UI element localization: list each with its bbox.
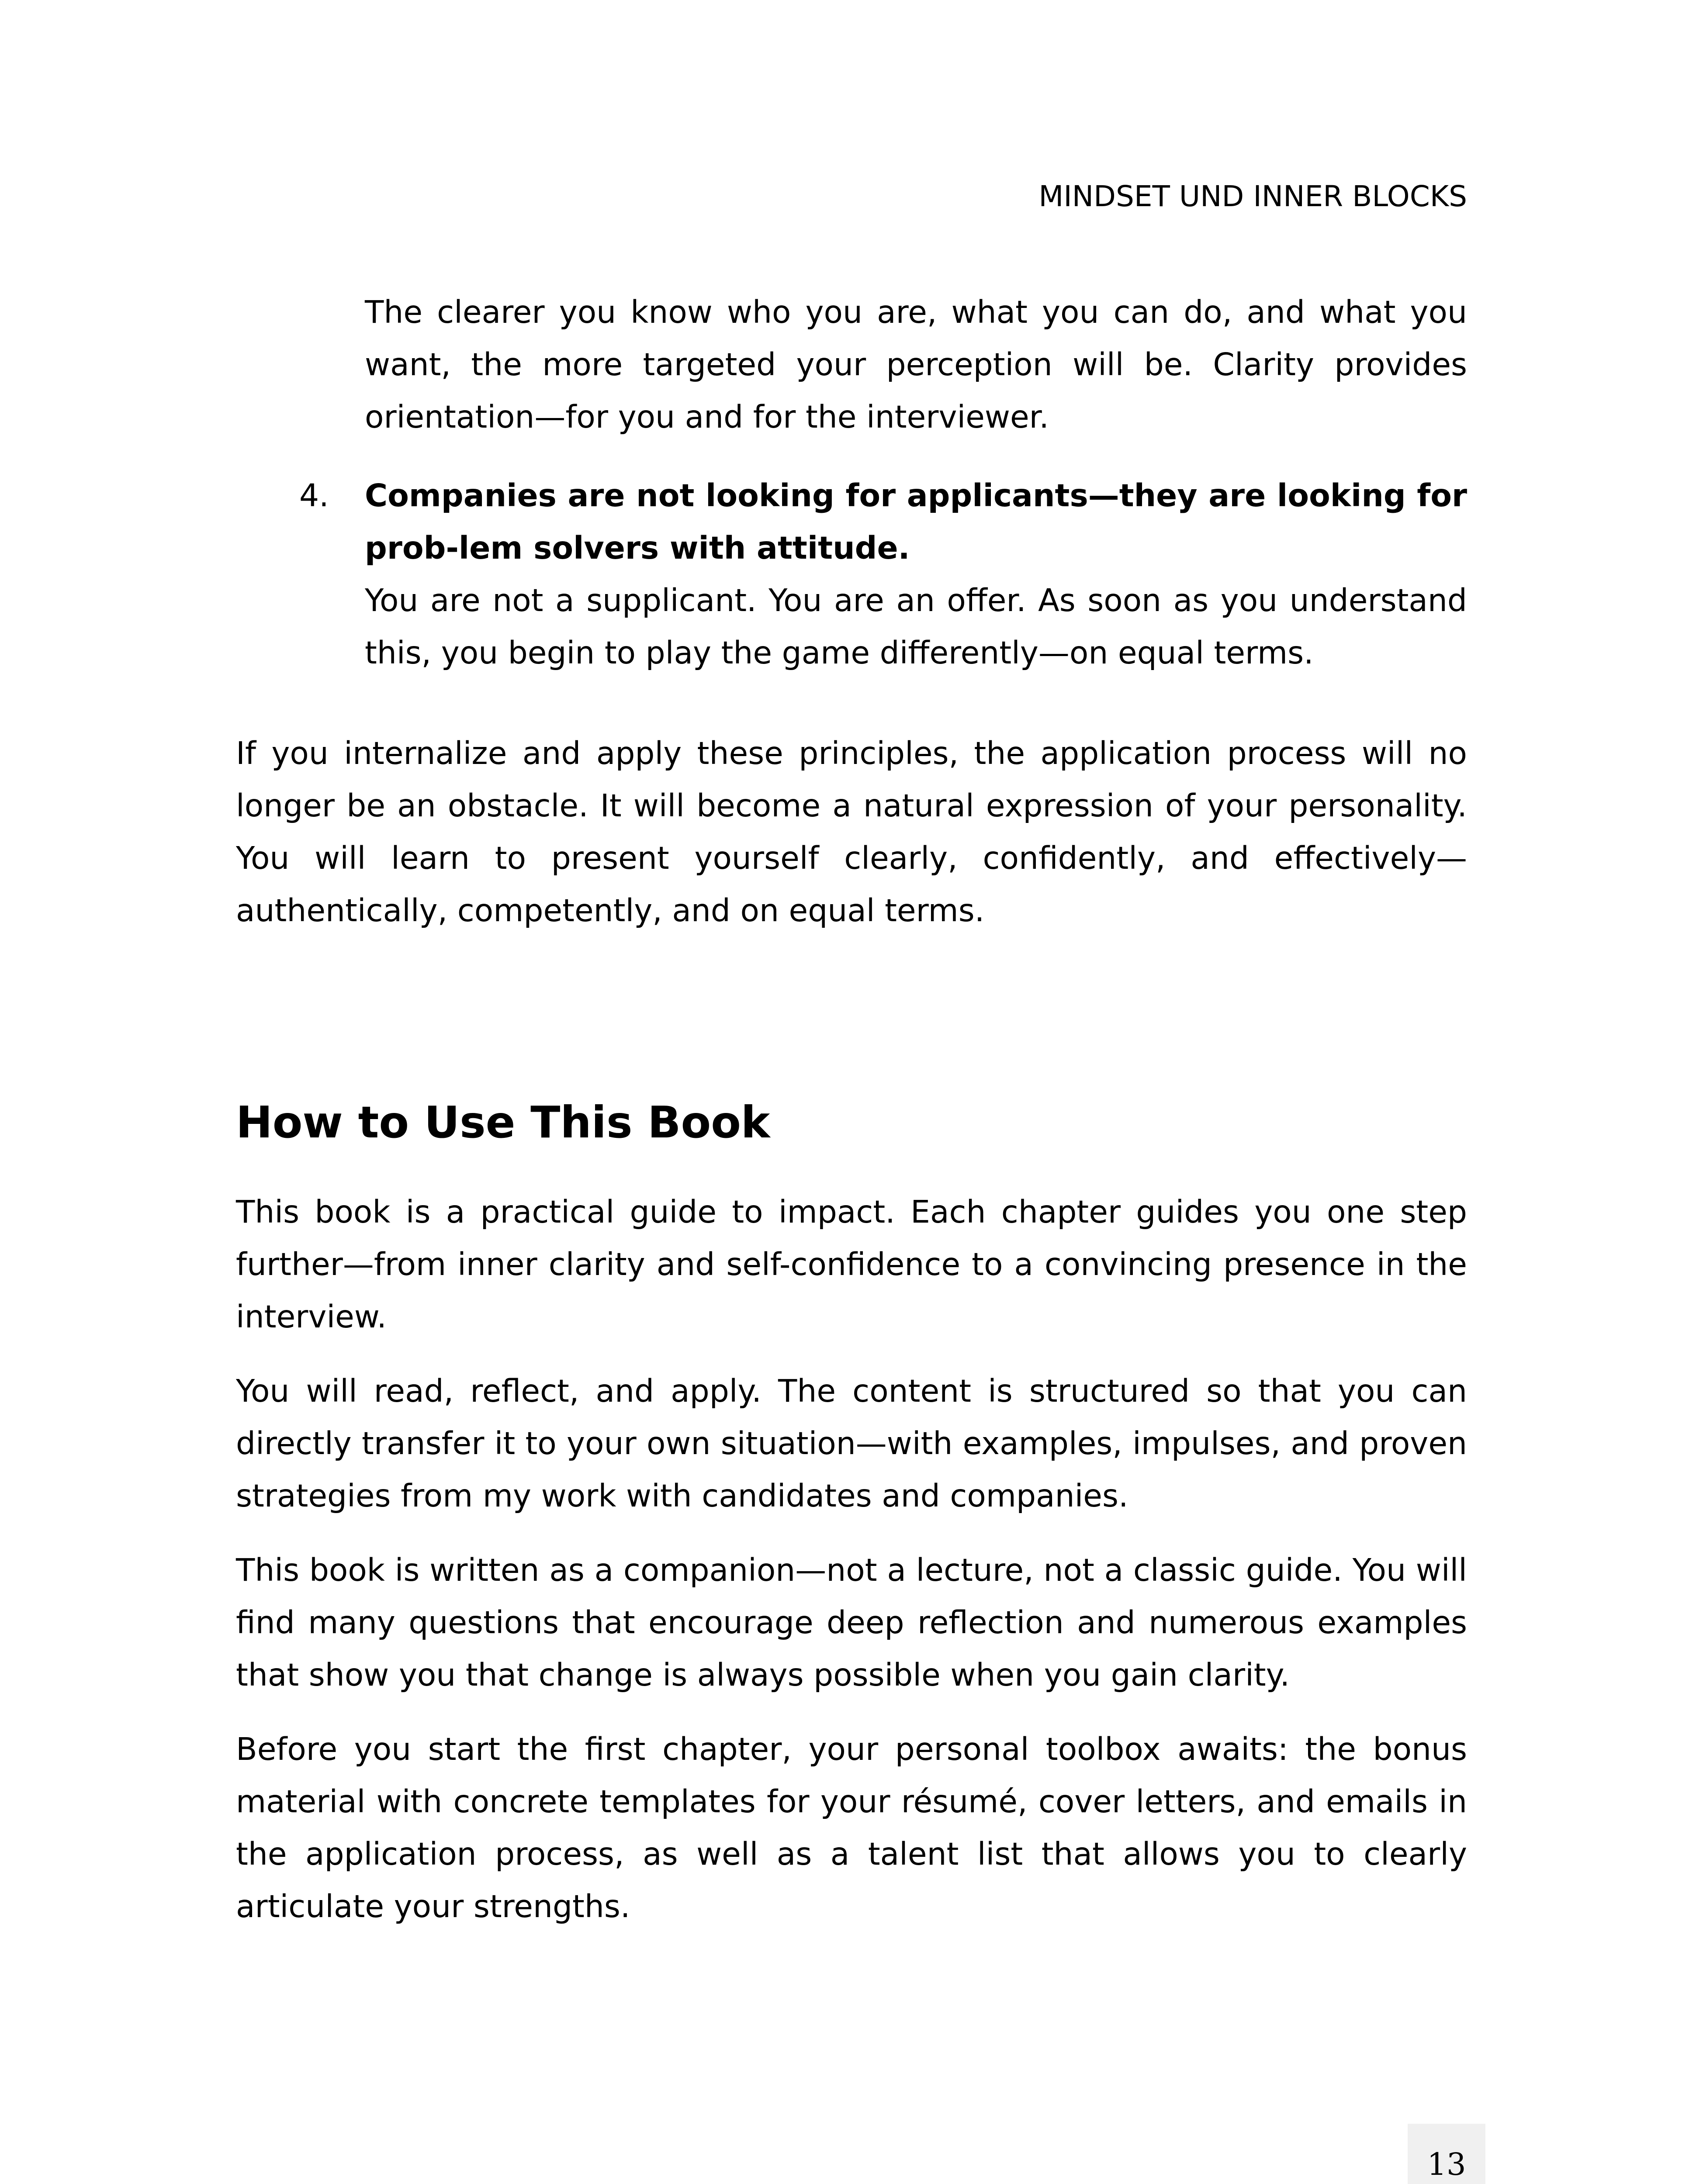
running-header: MINDSET UND INNER BLOCKS (1038, 180, 1467, 213)
list-item-title: Companies are not looking for applicants—they are looking for prob-lem solvers with attitude. (365, 477, 1467, 566)
list-item-content (365, 470, 1467, 679)
list-item-text: You are not a supplicant. You are an offer. As soon as you understand this, you begin to play the game differently—on equal terms. (365, 582, 1467, 671)
page-number-tab (1408, 2124, 1485, 2184)
section-heading: How to Use This Book (236, 1097, 770, 1148)
section-body (236, 1186, 1467, 1955)
section-paragraph: Before you start the first chapter, your personal toolbox awaits: the bonus material with concrete templates for your résumé, cover letters, and emails in the application process, as well as a talent list that allows you to clearly articulate your strengths. (236, 1731, 1467, 1925)
intro-paragraph-block (365, 286, 1467, 443)
section-paragraph: This book is written as a companion—not a lecture, not a classic guide. You will find many questions that encourage deep reflection and numerous examples that show you that change is always possible when you gain clarity. (236, 1552, 1467, 1693)
section-paragraph: This book is a practical guide to impact. Each chapter guides you one step further—from inner clarity and self-confidence to a convincing presence in the interview. (236, 1194, 1467, 1335)
summary-paragraph-block (236, 727, 1467, 937)
section-paragraph: You will read, reflect, and apply. The content is structured so that you can directly transfer it to your own situation—with examples, impulses, and proven strategies from my work with candidates and companies. (236, 1373, 1467, 1514)
list-item-number: 4. (299, 477, 329, 514)
page-number: 13 (1427, 2146, 1466, 2182)
numbered-list-item (236, 470, 1467, 679)
intro-paragraph: The clearer you know who you are, what you can do, and what you want, the more targeted your perception will be. Clarity provides orientation—for you and for the interviewer. (365, 294, 1467, 435)
summary-paragraph: If you internalize and apply these principles, the application process will no longer be an obstacle. It will become a natural expression of your personality. You will learn to present yourself clearly, confidently, and effectively—authentically, competently, and on equal terms. (236, 735, 1467, 929)
